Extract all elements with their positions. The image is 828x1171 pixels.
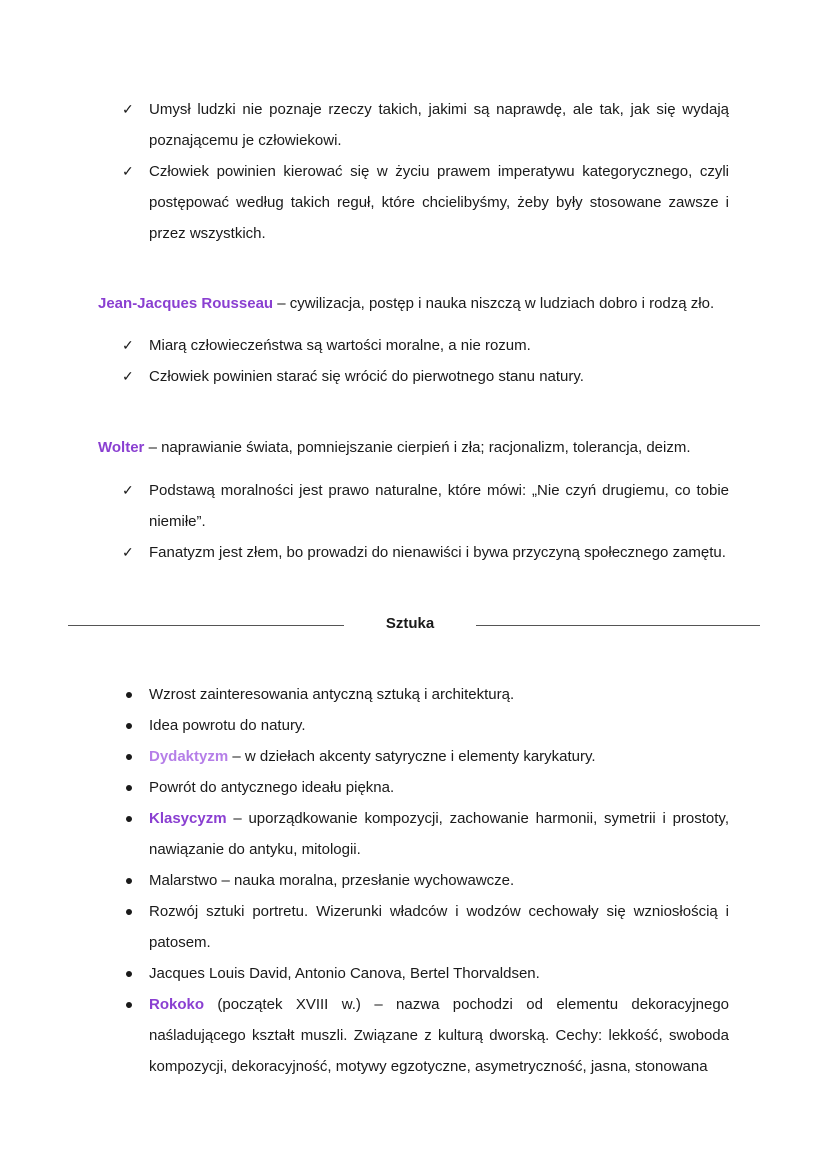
section-title: Sztuka	[385, 615, 435, 632]
kant-checklist	[122, 94, 729, 249]
checkmark-icon: ✓	[122, 163, 134, 179]
rousseau-paragraph	[98, 293, 738, 315]
list-item	[122, 537, 729, 568]
list-item-text: Jacques Louis David, Antonio Canova, Bertel Thorvaldsen.	[149, 965, 540, 982]
list-item-text: Miarą człowieczeństwa są wartości moralne, a nie rozum.	[149, 337, 531, 354]
list-item	[122, 772, 729, 803]
bullet-icon	[126, 971, 132, 977]
list-item-text: Malarstwo – nauka moralna, przesłanie wychowawcze.	[149, 872, 515, 889]
list-item-text: Człowiek powinien starać się wrócić do pierwotnego stanu natury.	[149, 368, 584, 385]
bullet-icon	[126, 723, 132, 729]
rousseau-name: Jean-Jacques Rousseau	[98, 295, 274, 312]
list-item	[122, 361, 729, 392]
list-item	[122, 475, 729, 537]
list-item	[122, 330, 729, 361]
bullet-icon	[126, 816, 132, 822]
list-item-text: Rozwój sztuki portretu. Wizerunki władców i wodzów cechowały się wzniosłością i patosem.	[149, 903, 729, 951]
list-item-text: Powrót do antycznego ideału piękna.	[149, 779, 395, 796]
term-dydaktyzm: Dydaktyzm	[149, 748, 229, 765]
divider-right	[476, 625, 760, 626]
list-item-text: Podstawą moralności jest prawo naturalne, które mówi: „Nie czyń drugiemu, co tobie niemiłe”.	[149, 482, 729, 530]
list-item	[122, 679, 729, 710]
checkmark-icon: ✓	[122, 368, 134, 384]
bullet-icon	[126, 785, 132, 791]
term-klasycyzm: Klasycyzm	[149, 810, 227, 827]
checkmark-icon: ✓	[122, 544, 134, 560]
term-rokoko: Rokoko	[149, 996, 205, 1013]
list-item	[122, 958, 729, 989]
list-item-text: Fanatyzm jest złem, bo prowadzi do nienawiści i bywa przyczyną społecznego zamętu.	[149, 544, 726, 561]
art-bullet-list	[122, 679, 729, 1082]
bullet-icon	[126, 1002, 132, 1008]
list-item-text: – w dziełach akcenty satyryczne i elementy karykatury.	[228, 748, 596, 765]
list-item	[122, 710, 729, 741]
bullet-icon	[126, 692, 132, 698]
checkmark-icon: ✓	[122, 482, 134, 498]
list-item-text: Idea powrotu do natury.	[149, 717, 306, 734]
list-item	[122, 803, 729, 865]
bullet-icon	[126, 754, 132, 760]
wolter-checklist	[122, 475, 729, 568]
list-item	[122, 94, 729, 156]
list-item	[122, 156, 729, 249]
wolter-paragraph	[98, 437, 738, 459]
list-item-text: Umysł ludzki nie poznaje rzeczy takich, jakimi są naprawdę, ale tak, jak się wydają poznającemu je człowiekowi.	[149, 101, 729, 149]
divider-left	[68, 625, 344, 626]
section-header	[0, 612, 828, 636]
list-item-text: (początek XVIII w.) – nazwa pochodzi od elementu dekoracyjnego naśladującego kształt muszli. Związane z kulturą dworską. Cechy: lekkość, swoboda kompozycji, dekoracyjność, motywy egzotyczne, asymetryczność, jasna, stonowana	[149, 996, 729, 1075]
rousseau-checklist	[122, 330, 729, 392]
wolter-desc: – naprawianie świata, pomniejszanie cierpień i zła; racjonalizm, tolerancja, deizm.	[144, 439, 691, 456]
bullet-icon	[126, 878, 132, 884]
bullet-icon	[126, 909, 132, 915]
list-item	[122, 896, 729, 958]
checkmark-icon: ✓	[122, 337, 134, 353]
list-item	[122, 989, 729, 1082]
checkmark-icon: ✓	[122, 101, 134, 117]
list-item-text: Człowiek powinien kierować się w życiu prawem imperatywu kategorycznego, czyli postępować według takich reguł, które chcielibyśmy, żeby były stosowane zawsze i przez wszystkich.	[149, 163, 729, 242]
list-item-text: – uporządkowanie kompozycji, zachowanie harmonii, symetrii i prostoty, nawiązanie do antyku, mitologii.	[149, 810, 729, 858]
rousseau-desc: – cywilizacja, postęp i nauka niszczą w ludziach dobro i rodzą zło.	[273, 295, 715, 312]
wolter-name: Wolter	[98, 439, 145, 456]
list-item	[122, 741, 729, 772]
list-item-text: Wzrost zainteresowania antyczną sztuką i architekturą.	[149, 686, 515, 703]
list-item	[122, 865, 729, 896]
